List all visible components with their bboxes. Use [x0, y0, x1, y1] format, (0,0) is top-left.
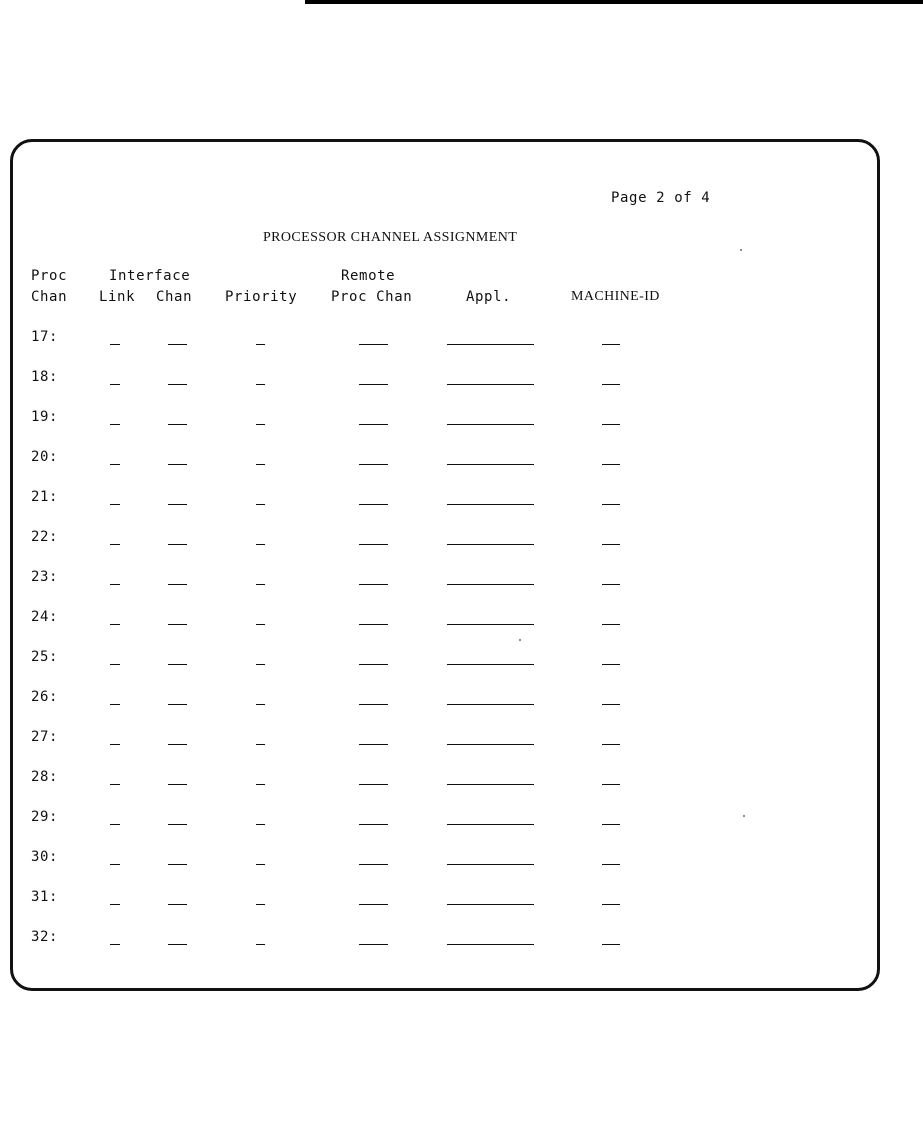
appl-field[interactable]	[447, 944, 534, 945]
priority-field[interactable]	[256, 544, 265, 545]
appl-field[interactable]	[447, 864, 534, 865]
appl-field[interactable]	[447, 584, 534, 585]
interface-link-field[interactable]	[110, 904, 120, 905]
header-chan: Chan	[31, 289, 68, 305]
remote-proc-chan-field[interactable]	[359, 824, 388, 825]
appl-field[interactable]	[447, 624, 534, 625]
interface-link-field[interactable]	[110, 624, 120, 625]
proc-chan-label: 22:	[31, 529, 59, 545]
remote-proc-chan-field[interactable]	[359, 664, 388, 665]
proc-chan-label: 29:	[31, 809, 59, 825]
machine-id-field[interactable]	[602, 384, 620, 385]
remote-proc-chan-field[interactable]	[359, 944, 388, 945]
appl-field[interactable]	[447, 904, 534, 905]
table-row	[13, 769, 877, 809]
table-row	[13, 929, 877, 969]
priority-field[interactable]	[256, 704, 265, 705]
remote-proc-chan-field[interactable]	[359, 744, 388, 745]
machine-id-field[interactable]	[602, 624, 620, 625]
remote-proc-chan-field[interactable]	[359, 624, 388, 625]
proc-chan-label: 24:	[31, 609, 59, 625]
speck	[740, 249, 742, 251]
table-row	[13, 729, 877, 769]
interface-link-field[interactable]	[110, 664, 120, 665]
table-row	[13, 489, 877, 529]
appl-field[interactable]	[447, 424, 534, 425]
table-row	[13, 689, 877, 729]
machine-id-field[interactable]	[602, 704, 620, 705]
machine-id-field[interactable]	[602, 664, 620, 665]
table-row	[13, 409, 877, 449]
interface-link-field[interactable]	[110, 384, 120, 385]
interface-chan-field[interactable]	[168, 464, 187, 465]
header-link: Link	[99, 289, 136, 305]
proc-chan-label: 30:	[31, 849, 59, 865]
header-machine-id: MACHINE-ID	[571, 289, 660, 304]
machine-id-field[interactable]	[602, 424, 620, 425]
interface-link-field[interactable]	[110, 704, 120, 705]
machine-id-field[interactable]	[602, 584, 620, 585]
interface-chan-field[interactable]	[168, 504, 187, 505]
interface-chan-field[interactable]	[168, 384, 187, 385]
table-row	[13, 889, 877, 929]
priority-field[interactable]	[256, 464, 265, 465]
priority-field[interactable]	[256, 584, 265, 585]
table-row	[13, 329, 877, 369]
appl-field[interactable]	[447, 744, 534, 745]
interface-link-field[interactable]	[110, 544, 120, 545]
priority-field[interactable]	[256, 944, 265, 945]
priority-field[interactable]	[256, 904, 265, 905]
machine-id-field[interactable]	[602, 344, 620, 345]
table-row	[13, 529, 877, 569]
page-title: PROCESSOR CHANNEL ASSIGNMENT	[263, 230, 518, 245]
interface-chan-field[interactable]	[168, 864, 187, 865]
interface-chan-field[interactable]	[168, 824, 187, 825]
proc-chan-label: 32:	[31, 929, 59, 945]
interface-link-field[interactable]	[110, 424, 120, 425]
header-proc: Proc	[31, 268, 68, 284]
speck	[519, 639, 521, 641]
priority-field[interactable]	[256, 504, 265, 505]
appl-field[interactable]	[447, 384, 534, 385]
proc-chan-label: 18:	[31, 369, 59, 385]
machine-id-field[interactable]	[602, 864, 620, 865]
appl-field[interactable]	[447, 784, 534, 785]
header-interface: Interface	[109, 268, 191, 284]
machine-id-field[interactable]	[602, 784, 620, 785]
machine-id-field[interactable]	[602, 824, 620, 825]
machine-id-field[interactable]	[602, 504, 620, 505]
interface-link-field[interactable]	[110, 784, 120, 785]
interface-chan-field[interactable]	[168, 424, 187, 425]
appl-field[interactable]	[447, 664, 534, 665]
priority-field[interactable]	[256, 824, 265, 825]
table-row	[13, 849, 877, 889]
speck	[743, 815, 745, 817]
priority-field[interactable]	[256, 864, 265, 865]
remote-proc-chan-field[interactable]	[359, 584, 388, 585]
interface-chan-field[interactable]	[168, 784, 187, 785]
header-interface-chan: Chan	[156, 289, 193, 305]
remote-proc-chan-field[interactable]	[359, 344, 388, 345]
interface-link-field[interactable]	[110, 504, 120, 505]
priority-field[interactable]	[256, 624, 265, 625]
top-rule	[305, 0, 923, 4]
interface-chan-field[interactable]	[168, 704, 187, 705]
interface-link-field[interactable]	[110, 464, 120, 465]
header-remote-proc-chan: Proc Chan	[331, 289, 413, 305]
priority-field[interactable]	[256, 384, 265, 385]
remote-proc-chan-field[interactable]	[359, 704, 388, 705]
remote-proc-chan-field[interactable]	[359, 864, 388, 865]
table-row	[13, 649, 877, 689]
remote-proc-chan-field[interactable]	[359, 504, 388, 505]
machine-id-field[interactable]	[602, 464, 620, 465]
table-row	[13, 369, 877, 409]
remote-proc-chan-field[interactable]	[359, 424, 388, 425]
remote-proc-chan-field[interactable]	[359, 544, 388, 545]
table-row	[13, 809, 877, 849]
interface-chan-field[interactable]	[168, 584, 187, 585]
remote-proc-chan-field[interactable]	[359, 384, 388, 385]
proc-chan-label: 27:	[31, 729, 59, 745]
priority-field[interactable]	[256, 744, 265, 745]
appl-field[interactable]	[447, 544, 534, 545]
proc-chan-label: 26:	[31, 689, 59, 705]
proc-chan-label: 31:	[31, 889, 59, 905]
interface-chan-field[interactable]	[168, 904, 187, 905]
appl-field[interactable]	[447, 824, 534, 825]
header-appl: Appl.	[466, 289, 512, 305]
priority-field[interactable]	[256, 784, 265, 785]
table-row	[13, 449, 877, 489]
machine-id-field[interactable]	[602, 544, 620, 545]
interface-link-field[interactable]	[110, 584, 120, 585]
proc-chan-label: 25:	[31, 649, 59, 665]
proc-chan-label: 23:	[31, 569, 59, 585]
appl-field[interactable]	[447, 344, 534, 345]
remote-proc-chan-field[interactable]	[359, 784, 388, 785]
interface-chan-field[interactable]	[168, 944, 187, 945]
proc-chan-label: 21:	[31, 489, 59, 505]
proc-chan-label: 19:	[31, 409, 59, 425]
remote-proc-chan-field[interactable]	[359, 904, 388, 905]
priority-field[interactable]	[256, 424, 265, 425]
appl-field[interactable]	[447, 504, 534, 505]
interface-chan-field[interactable]	[168, 664, 187, 665]
interface-link-field[interactable]	[110, 344, 120, 345]
proc-chan-label: 28:	[31, 769, 59, 785]
table-row	[13, 609, 877, 649]
interface-chan-field[interactable]	[168, 744, 187, 745]
appl-field[interactable]	[447, 704, 534, 705]
terminal-panel	[10, 139, 880, 991]
interface-link-field[interactable]	[110, 944, 120, 945]
interface-chan-field[interactable]	[168, 344, 187, 345]
priority-field[interactable]	[256, 344, 265, 345]
proc-chan-label: 20:	[31, 449, 59, 465]
page-indicator: Page 2 of 4	[611, 190, 711, 206]
interface-link-field[interactable]	[110, 824, 120, 825]
machine-id-field[interactable]	[602, 944, 620, 945]
machine-id-field[interactable]	[602, 744, 620, 745]
interface-link-field[interactable]	[110, 744, 120, 745]
header-priority: Priority	[225, 289, 298, 305]
header-remote: Remote	[341, 268, 396, 284]
priority-field[interactable]	[256, 664, 265, 665]
interface-link-field[interactable]	[110, 864, 120, 865]
remote-proc-chan-field[interactable]	[359, 464, 388, 465]
machine-id-field[interactable]	[602, 904, 620, 905]
interface-chan-field[interactable]	[168, 544, 187, 545]
interface-chan-field[interactable]	[168, 624, 187, 625]
proc-chan-label: 17:	[31, 329, 59, 345]
appl-field[interactable]	[447, 464, 534, 465]
table-row	[13, 569, 877, 609]
